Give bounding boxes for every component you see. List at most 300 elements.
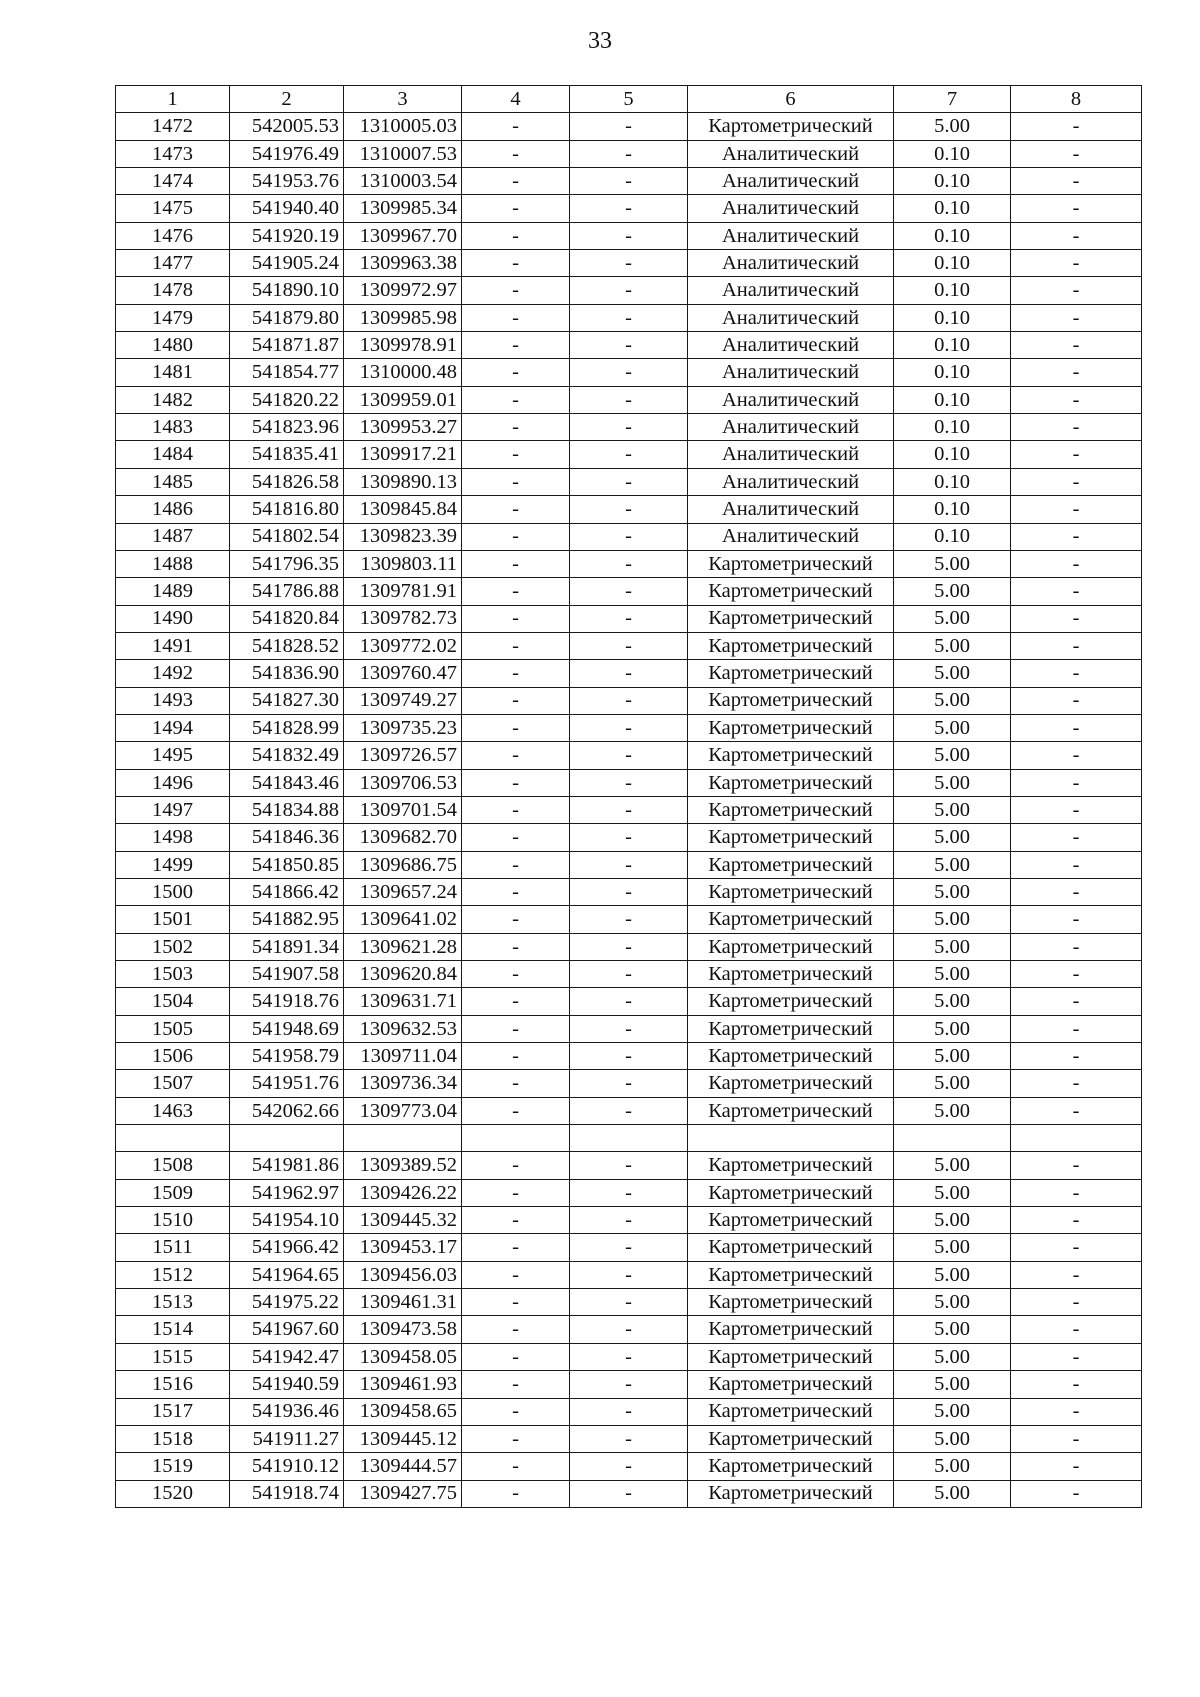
col5-cell: -	[570, 332, 688, 359]
accuracy-cell: 5.00	[894, 769, 1011, 796]
method-cell: Картометрический	[688, 1316, 894, 1343]
x-coordinate-cell: 541954.10	[230, 1207, 344, 1234]
col4-cell: -	[462, 304, 570, 331]
method-cell: Картометрический	[688, 1070, 894, 1097]
accuracy-cell: 0.10	[894, 496, 1011, 523]
table-row	[116, 140, 1142, 167]
method-cell: Картометрический	[688, 1207, 894, 1234]
point-number-cell: 1472	[116, 113, 230, 140]
table-row	[116, 687, 1142, 714]
accuracy-cell: 5.00	[894, 1343, 1011, 1370]
accuracy-cell: 5.00	[894, 961, 1011, 988]
col4-cell: -	[462, 742, 570, 769]
point-number-cell: 1474	[116, 168, 230, 195]
x-coordinate-cell: 541836.90	[230, 660, 344, 687]
col4-cell: -	[462, 1043, 570, 1070]
method-cell: Аналитический	[688, 386, 894, 413]
x-coordinate-cell: 542062.66	[230, 1097, 344, 1124]
y-coordinate-cell: 1309711.04	[344, 1043, 462, 1070]
point-number-cell: 1494	[116, 714, 230, 741]
col5-cell: -	[570, 687, 688, 714]
col8-cell: -	[1011, 1043, 1142, 1070]
col5-cell: -	[570, 113, 688, 140]
accuracy-cell: 5.00	[894, 1480, 1011, 1507]
method-cell: Картометрический	[688, 933, 894, 960]
col8-cell: -	[1011, 386, 1142, 413]
method-cell: Картометрический	[688, 1015, 894, 1042]
x-coordinate-cell: 541843.46	[230, 769, 344, 796]
accuracy-cell: 5.00	[894, 796, 1011, 823]
x-coordinate-cell: 541962.97	[230, 1179, 344, 1206]
table-header-row	[116, 86, 1142, 113]
table-row	[116, 632, 1142, 659]
point-number-cell: 1487	[116, 523, 230, 550]
table-row	[116, 933, 1142, 960]
col4-cell: -	[462, 1398, 570, 1425]
accuracy-cell: 5.00	[894, 906, 1011, 933]
x-coordinate-cell: 541911.27	[230, 1425, 344, 1452]
accuracy-cell: 0.10	[894, 195, 1011, 222]
col4-cell	[462, 1125, 570, 1152]
y-coordinate-cell: 1309631.71	[344, 988, 462, 1015]
table-row	[116, 1480, 1142, 1507]
point-number-cell: 1500	[116, 878, 230, 905]
y-coordinate-cell: 1309967.70	[344, 222, 462, 249]
method-cell	[688, 1125, 894, 1152]
method-cell: Картометрический	[688, 1261, 894, 1288]
col4-cell: -	[462, 961, 570, 988]
y-coordinate-cell: 1309963.38	[344, 250, 462, 277]
y-coordinate-cell: 1309682.70	[344, 824, 462, 851]
x-coordinate-cell: 541967.60	[230, 1316, 344, 1343]
point-number-cell: 1496	[116, 769, 230, 796]
col5-cell: -	[570, 250, 688, 277]
x-coordinate-cell: 541802.54	[230, 523, 344, 550]
table-row	[116, 1289, 1142, 1316]
table-row	[116, 359, 1142, 386]
col5-cell: -	[570, 1261, 688, 1288]
accuracy-cell: 5.00	[894, 1179, 1011, 1206]
table-row	[116, 714, 1142, 741]
method-cell: Картометрический	[688, 851, 894, 878]
accuracy-cell: 0.10	[894, 250, 1011, 277]
method-cell: Картометрический	[688, 1289, 894, 1316]
col8-cell: -	[1011, 1398, 1142, 1425]
col4-cell: -	[462, 796, 570, 823]
col8-cell: -	[1011, 714, 1142, 741]
y-coordinate-cell: 1309953.27	[344, 414, 462, 441]
col5-cell: -	[570, 1398, 688, 1425]
accuracy-cell: 5.00	[894, 824, 1011, 851]
x-coordinate-cell	[230, 1125, 344, 1152]
y-coordinate-cell: 1309890.13	[344, 468, 462, 495]
col8-cell: -	[1011, 1207, 1142, 1234]
col5-cell: -	[570, 496, 688, 523]
table-row	[116, 441, 1142, 468]
col8-cell: -	[1011, 277, 1142, 304]
col4-cell: -	[462, 769, 570, 796]
col8-cell: -	[1011, 113, 1142, 140]
x-coordinate-cell: 541951.76	[230, 1070, 344, 1097]
method-cell: Аналитический	[688, 414, 894, 441]
accuracy-cell: 5.00	[894, 550, 1011, 577]
table-row	[116, 1043, 1142, 1070]
y-coordinate-cell: 1309621.28	[344, 933, 462, 960]
y-coordinate-cell: 1309985.34	[344, 195, 462, 222]
accuracy-cell: 0.10	[894, 332, 1011, 359]
table-row	[116, 660, 1142, 687]
accuracy-cell: 5.00	[894, 1097, 1011, 1124]
point-number-cell: 1503	[116, 961, 230, 988]
table-row	[116, 168, 1142, 195]
col8-cell: -	[1011, 414, 1142, 441]
col5-cell: -	[570, 769, 688, 796]
point-number-cell: 1463	[116, 1097, 230, 1124]
col4-cell: -	[462, 222, 570, 249]
header-cell-4: 4	[462, 86, 570, 113]
y-coordinate-cell: 1309686.75	[344, 851, 462, 878]
method-cell: Картометрический	[688, 1043, 894, 1070]
accuracy-cell: 5.00	[894, 687, 1011, 714]
accuracy-cell: 0.10	[894, 140, 1011, 167]
table-row	[116, 222, 1142, 249]
col5-cell: -	[570, 605, 688, 632]
col8-cell: -	[1011, 1070, 1142, 1097]
col4-cell: -	[462, 1097, 570, 1124]
col4-cell: -	[462, 1343, 570, 1370]
col5-cell: -	[570, 414, 688, 441]
header-cell-2: 2	[230, 86, 344, 113]
col8-cell: -	[1011, 359, 1142, 386]
table-row	[116, 1453, 1142, 1480]
col4-cell: -	[462, 1152, 570, 1179]
x-coordinate-cell: 541942.47	[230, 1343, 344, 1370]
point-number-cell: 1505	[116, 1015, 230, 1042]
table-row	[116, 1207, 1142, 1234]
method-cell: Картометрический	[688, 550, 894, 577]
x-coordinate-cell: 541826.58	[230, 468, 344, 495]
col4-cell: -	[462, 332, 570, 359]
method-cell: Аналитический	[688, 168, 894, 195]
accuracy-cell: 5.00	[894, 988, 1011, 1015]
accuracy-cell: 5.00	[894, 1371, 1011, 1398]
col8-cell: -	[1011, 1371, 1142, 1398]
point-number-cell: 1492	[116, 660, 230, 687]
accuracy-cell: 0.10	[894, 441, 1011, 468]
col8-cell: -	[1011, 906, 1142, 933]
x-coordinate-cell: 541871.87	[230, 332, 344, 359]
col4-cell: -	[462, 168, 570, 195]
x-coordinate-cell: 541786.88	[230, 578, 344, 605]
point-number-cell: 1483	[116, 414, 230, 441]
point-number-cell: 1515	[116, 1343, 230, 1370]
y-coordinate-cell: 1309978.91	[344, 332, 462, 359]
point-number-cell: 1481	[116, 359, 230, 386]
col5-cell: -	[570, 742, 688, 769]
y-coordinate-cell: 1309972.97	[344, 277, 462, 304]
point-number-cell: 1513	[116, 1289, 230, 1316]
x-coordinate-cell: 541918.74	[230, 1480, 344, 1507]
accuracy-cell: 5.00	[894, 851, 1011, 878]
accuracy-cell: 5.00	[894, 1015, 1011, 1042]
col5-cell: -	[570, 632, 688, 659]
col8-cell: -	[1011, 1179, 1142, 1206]
col4-cell: -	[462, 1453, 570, 1480]
col8-cell: -	[1011, 660, 1142, 687]
table-row	[116, 386, 1142, 413]
x-coordinate-cell: 541907.58	[230, 961, 344, 988]
col4-cell: -	[462, 1179, 570, 1206]
col4-cell: -	[462, 140, 570, 167]
method-cell: Аналитический	[688, 222, 894, 249]
x-coordinate-cell: 541832.49	[230, 742, 344, 769]
col8-cell: -	[1011, 441, 1142, 468]
col4-cell: -	[462, 386, 570, 413]
x-coordinate-cell: 541905.24	[230, 250, 344, 277]
point-number-cell: 1489	[116, 578, 230, 605]
y-coordinate-cell: 1309473.58	[344, 1316, 462, 1343]
page-number: 33	[588, 28, 612, 54]
accuracy-cell: 5.00	[894, 1316, 1011, 1343]
table-row	[116, 1125, 1142, 1152]
point-number-cell: 1488	[116, 550, 230, 577]
col5-cell: -	[570, 168, 688, 195]
table-row	[116, 578, 1142, 605]
point-number-cell: 1501	[116, 906, 230, 933]
col5-cell: -	[570, 523, 688, 550]
point-number-cell: 1519	[116, 1453, 230, 1480]
table-row	[116, 523, 1142, 550]
col8-cell: -	[1011, 1453, 1142, 1480]
col8-cell: -	[1011, 1015, 1142, 1042]
col8-cell: -	[1011, 878, 1142, 905]
method-cell: Картометрический	[688, 113, 894, 140]
y-coordinate-cell: 1309749.27	[344, 687, 462, 714]
point-number-cell: 1518	[116, 1425, 230, 1452]
method-cell: Картометрический	[688, 1398, 894, 1425]
point-number-cell: 1507	[116, 1070, 230, 1097]
table-row	[116, 769, 1142, 796]
col8-cell: -	[1011, 1097, 1142, 1124]
col8-cell: -	[1011, 933, 1142, 960]
x-coordinate-cell: 541975.22	[230, 1289, 344, 1316]
table-body	[116, 86, 1142, 1508]
col5-cell: -	[570, 468, 688, 495]
y-coordinate-cell: 1310005.03	[344, 113, 462, 140]
method-cell: Картометрический	[688, 824, 894, 851]
accuracy-cell: 0.10	[894, 386, 1011, 413]
col8-cell: -	[1011, 140, 1142, 167]
col8-cell: -	[1011, 1425, 1142, 1452]
col8-cell: -	[1011, 1480, 1142, 1507]
y-coordinate-cell: 1309632.53	[344, 1015, 462, 1042]
point-number-cell: 1490	[116, 605, 230, 632]
method-cell: Аналитический	[688, 195, 894, 222]
header-cell-3: 3	[344, 86, 462, 113]
x-coordinate-cell: 541854.77	[230, 359, 344, 386]
col5-cell: -	[570, 1316, 688, 1343]
x-coordinate-cell: 541835.41	[230, 441, 344, 468]
y-coordinate-cell: 1309389.52	[344, 1152, 462, 1179]
y-coordinate-cell: 1310000.48	[344, 359, 462, 386]
accuracy-cell: 5.00	[894, 933, 1011, 960]
method-cell: Картометрический	[688, 1480, 894, 1507]
table-row	[116, 496, 1142, 523]
table-row	[116, 1152, 1142, 1179]
y-coordinate-cell: 1309461.93	[344, 1371, 462, 1398]
accuracy-cell: 5.00	[894, 878, 1011, 905]
method-cell: Аналитический	[688, 496, 894, 523]
col4-cell: -	[462, 1207, 570, 1234]
x-coordinate-cell: 541823.96	[230, 414, 344, 441]
col4-cell: -	[462, 277, 570, 304]
accuracy-cell: 5.00	[894, 1453, 1011, 1480]
y-coordinate-cell: 1309701.54	[344, 796, 462, 823]
x-coordinate-cell: 541834.88	[230, 796, 344, 823]
col8-cell: -	[1011, 578, 1142, 605]
x-coordinate-cell: 541966.42	[230, 1234, 344, 1261]
col4-cell: -	[462, 1261, 570, 1288]
col8-cell: -	[1011, 988, 1142, 1015]
x-coordinate-cell: 541827.30	[230, 687, 344, 714]
col4-cell: -	[462, 933, 570, 960]
col8-cell: -	[1011, 250, 1142, 277]
col5-cell: -	[570, 578, 688, 605]
col8-cell: -	[1011, 687, 1142, 714]
col8-cell: -	[1011, 332, 1142, 359]
point-number-cell: 1478	[116, 277, 230, 304]
table-row	[116, 1398, 1142, 1425]
col5-cell: -	[570, 1043, 688, 1070]
method-cell: Картометрический	[688, 1179, 894, 1206]
y-coordinate-cell: 1309461.31	[344, 1289, 462, 1316]
col4-cell: -	[462, 359, 570, 386]
col5-cell: -	[570, 660, 688, 687]
y-coordinate-cell	[344, 1125, 462, 1152]
header-cell-5: 5	[570, 86, 688, 113]
col8-cell: -	[1011, 550, 1142, 577]
method-cell: Картометрический	[688, 1097, 894, 1124]
table-row	[116, 277, 1142, 304]
col5-cell: -	[570, 222, 688, 249]
y-coordinate-cell: 1309917.21	[344, 441, 462, 468]
point-number-cell: 1504	[116, 988, 230, 1015]
x-coordinate-cell: 541948.69	[230, 1015, 344, 1042]
y-coordinate-cell: 1309823.39	[344, 523, 462, 550]
x-coordinate-cell: 541816.80	[230, 496, 344, 523]
table-row	[116, 1097, 1142, 1124]
method-cell: Картометрический	[688, 687, 894, 714]
y-coordinate-cell: 1310007.53	[344, 140, 462, 167]
col5-cell: -	[570, 824, 688, 851]
col5-cell: -	[570, 1179, 688, 1206]
y-coordinate-cell: 1309782.73	[344, 605, 462, 632]
method-cell: Аналитический	[688, 523, 894, 550]
col8-cell: -	[1011, 1316, 1142, 1343]
table-row	[116, 824, 1142, 851]
col4-cell: -	[462, 824, 570, 851]
col4-cell: -	[462, 878, 570, 905]
col5-cell: -	[570, 195, 688, 222]
accuracy-cell: 5.00	[894, 1289, 1011, 1316]
point-number-cell: 1511	[116, 1234, 230, 1261]
x-coordinate-cell: 542005.53	[230, 113, 344, 140]
x-coordinate-cell: 541940.59	[230, 1371, 344, 1398]
point-number-cell: 1520	[116, 1480, 230, 1507]
header-cell-8: 8	[1011, 86, 1142, 113]
accuracy-cell: 0.10	[894, 168, 1011, 195]
method-cell: Картометрический	[688, 878, 894, 905]
accuracy-cell: 5.00	[894, 632, 1011, 659]
table-row	[116, 1425, 1142, 1452]
col8-cell: -	[1011, 468, 1142, 495]
table-row	[116, 906, 1142, 933]
x-coordinate-cell: 541796.35	[230, 550, 344, 577]
col5-cell: -	[570, 796, 688, 823]
y-coordinate-cell: 1309445.32	[344, 1207, 462, 1234]
x-coordinate-cell: 541828.52	[230, 632, 344, 659]
col5-cell: -	[570, 906, 688, 933]
method-cell: Картометрический	[688, 988, 894, 1015]
y-coordinate-cell: 1309657.24	[344, 878, 462, 905]
col8-cell: -	[1011, 742, 1142, 769]
table-row	[116, 961, 1142, 988]
y-coordinate-cell: 1309985.98	[344, 304, 462, 331]
table-row	[116, 1316, 1142, 1343]
accuracy-cell: 5.00	[894, 714, 1011, 741]
table-row	[116, 195, 1142, 222]
table-row	[116, 113, 1142, 140]
y-coordinate-cell: 1309736.34	[344, 1070, 462, 1097]
y-coordinate-cell: 1309845.84	[344, 496, 462, 523]
y-coordinate-cell: 1309726.57	[344, 742, 462, 769]
y-coordinate-cell: 1309803.11	[344, 550, 462, 577]
col5-cell: -	[570, 140, 688, 167]
table-row	[116, 550, 1142, 577]
method-cell: Аналитический	[688, 441, 894, 468]
method-cell: Картометрический	[688, 714, 894, 741]
method-cell: Картометрический	[688, 796, 894, 823]
point-number-cell: 1502	[116, 933, 230, 960]
col8-cell: -	[1011, 496, 1142, 523]
x-coordinate-cell: 541964.65	[230, 1261, 344, 1288]
col4-cell: -	[462, 250, 570, 277]
point-number-cell: 1482	[116, 386, 230, 413]
method-cell: Аналитический	[688, 277, 894, 304]
col8-cell: -	[1011, 304, 1142, 331]
col4-cell: -	[462, 441, 570, 468]
col4-cell: -	[462, 550, 570, 577]
x-coordinate-cell: 541918.76	[230, 988, 344, 1015]
x-coordinate-cell: 541820.84	[230, 605, 344, 632]
method-cell: Картометрический	[688, 1343, 894, 1370]
col5-cell: -	[570, 1425, 688, 1452]
col8-cell: -	[1011, 961, 1142, 988]
col5-cell: -	[570, 1234, 688, 1261]
y-coordinate-cell: 1309444.57	[344, 1453, 462, 1480]
x-coordinate-cell: 541920.19	[230, 222, 344, 249]
point-number-cell: 1508	[116, 1152, 230, 1179]
accuracy-cell: 0.10	[894, 468, 1011, 495]
x-coordinate-cell: 541850.85	[230, 851, 344, 878]
y-coordinate-cell: 1309959.01	[344, 386, 462, 413]
col8-cell: -	[1011, 1343, 1142, 1370]
table-row	[116, 1234, 1142, 1261]
point-number-cell: 1512	[116, 1261, 230, 1288]
point-number-cell: 1499	[116, 851, 230, 878]
accuracy-cell: 0.10	[894, 414, 1011, 441]
accuracy-cell: 5.00	[894, 578, 1011, 605]
